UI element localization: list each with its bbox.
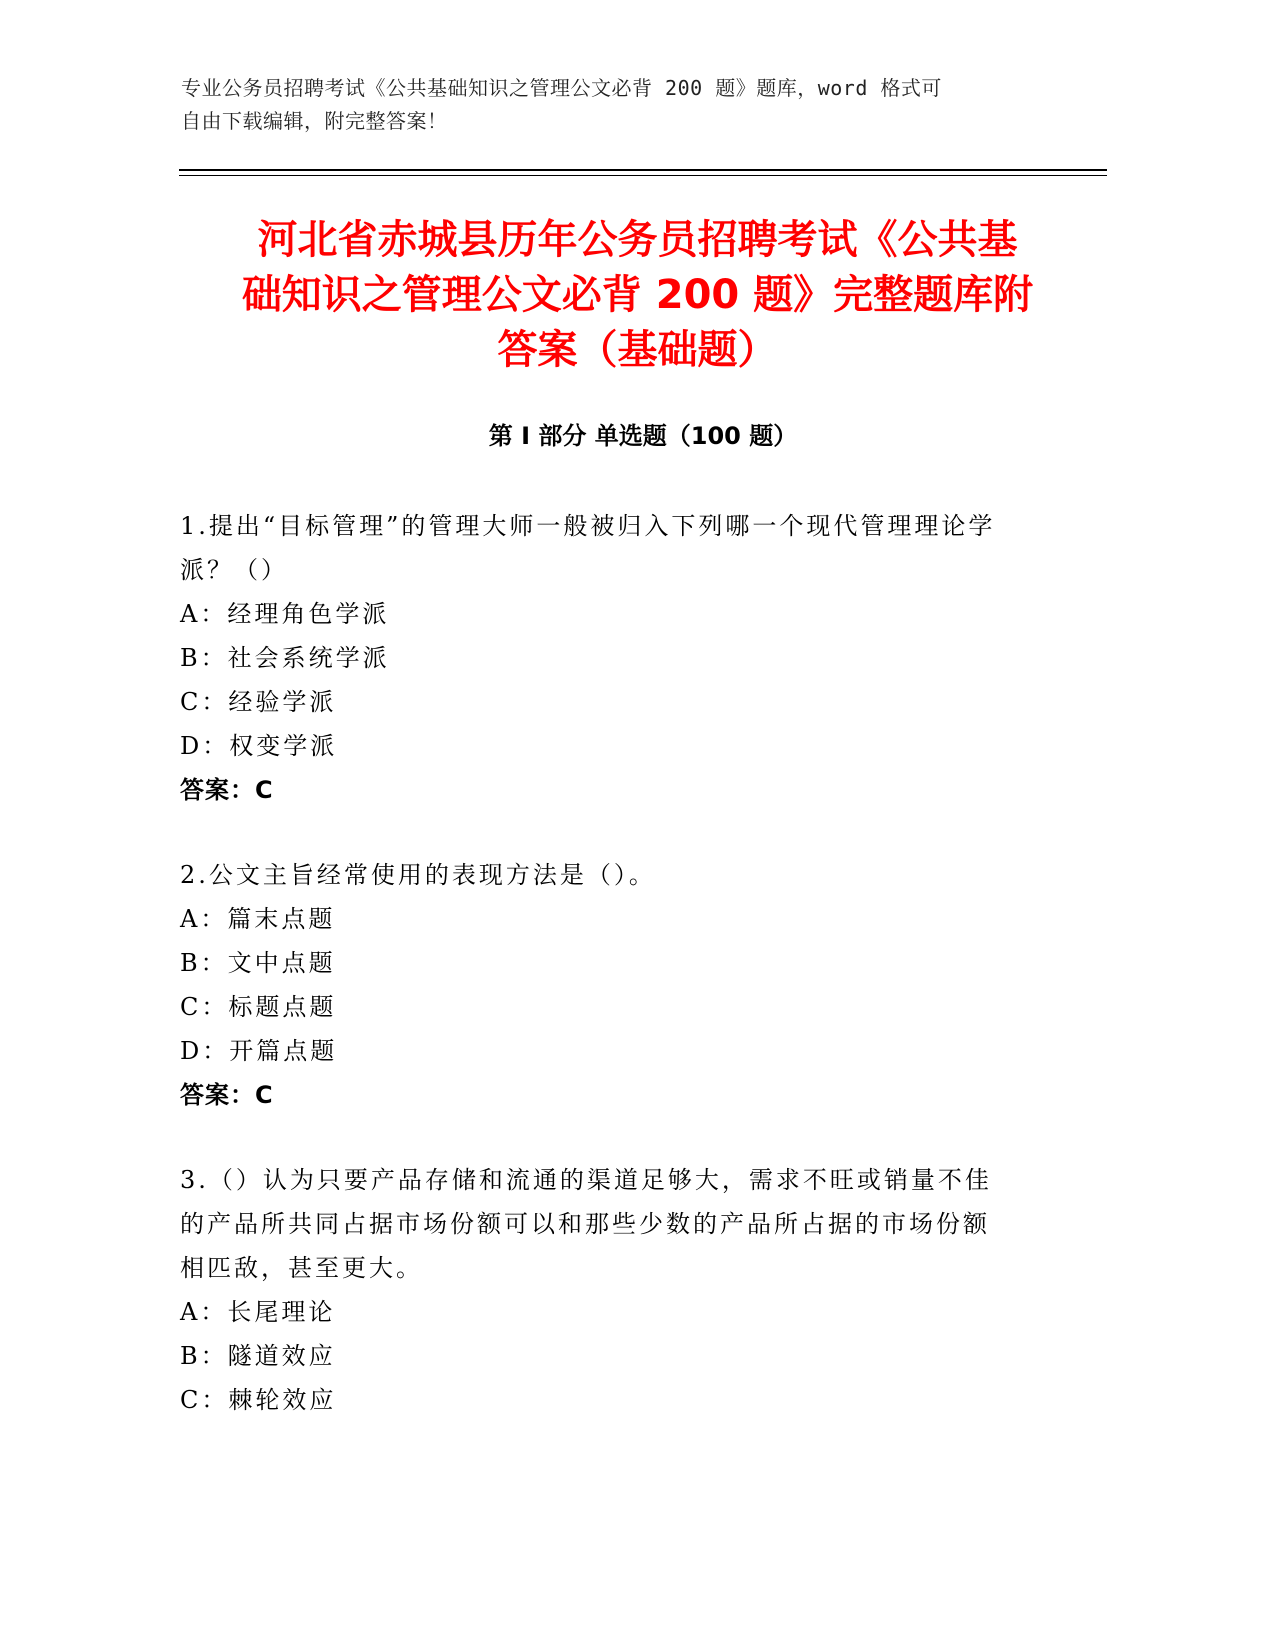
header-divider-thin (179, 175, 1107, 176)
document-title-line-3: 答案（基础题） (497, 327, 778, 373)
answer-label: 答案：C (180, 776, 274, 804)
option-d: D：开篇点题 (180, 1037, 338, 1065)
section-title: 第 I 部分 单选题（100 题） (488, 422, 798, 450)
option-a: A：篇末点题 (180, 905, 336, 933)
option-a: A：经理角色学派 (180, 600, 390, 628)
question-stem: 2.公文主旨经常使用的表现方法是（）。 (180, 861, 656, 889)
answer-label: 答案：C (180, 1081, 274, 1109)
document-title-line-1: 河北省赤城县历年公务员招聘考试《公共基 (257, 217, 1018, 263)
question-1 (180, 504, 1015, 812)
header-note-line-1: 专业公务员招聘考试《公共基础知识之管理公文必背 200 题》题库，word 格式可 (181, 76, 942, 100)
document-title-line-2: 础知识之管理公文必背 200 题》完整题库附 (241, 272, 1034, 318)
option-b: B：隧道效应 (180, 1342, 336, 1370)
header-note (181, 72, 1061, 138)
question-stem: 1.提出“目标管理”的管理大师一般被归入下列哪一个现代管理理论学派？（） (180, 512, 996, 584)
option-b: B：社会系统学派 (180, 644, 390, 672)
document-title (170, 213, 1105, 378)
option-c: C：棘轮效应 (180, 1386, 337, 1414)
header-note-line-2: 自由下载编辑，附完整答案！ (181, 109, 448, 133)
option-c: C：标题点题 (180, 993, 337, 1021)
question-2 (180, 853, 1015, 1117)
option-d: D：权变学派 (180, 732, 338, 760)
option-a: A：长尾理论 (180, 1298, 336, 1326)
question-stem: 3.（）认为只要产品存储和流通的渠道足够大，需求不旺或销量不佳的产品所共同占据市场份额可以和那些少数的产品所占据的市场份额相匹敌，甚至更大。 (180, 1166, 992, 1282)
option-c: C：经验学派 (180, 688, 337, 716)
header-divider-thick (179, 169, 1107, 171)
question-list (180, 504, 1015, 1463)
option-b: B：文中点题 (180, 949, 336, 977)
question-3 (180, 1158, 1015, 1422)
